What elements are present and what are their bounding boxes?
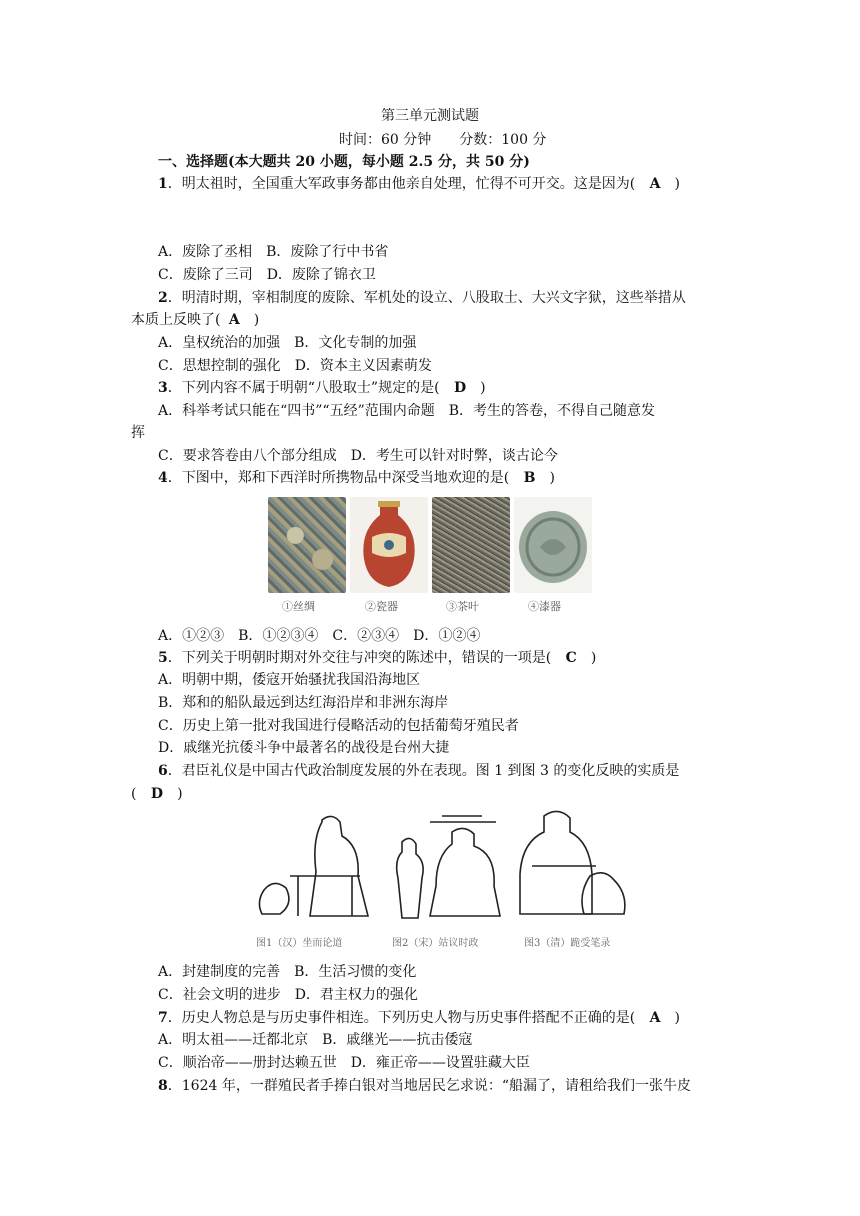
option-line: C．思想控制的强化 D．资本主义因素萌发 [158, 358, 432, 374]
option-line: C．废除了三司 D．废除了锦衣卫 [158, 267, 376, 283]
option-line: A．明太祖——迁都北京 B．戚继光——抗击倭寇 [158, 1032, 473, 1048]
question-5: 5．下列关于明朝时期对外交往与冲突的陈述中，错误的一项是( C ) [158, 650, 597, 666]
section-heading: 一、选择题(本大题共 20 小题，每小题 2.5 分，共 50 分) [158, 154, 530, 170]
answer-6: D [150, 786, 164, 802]
question-2-cont: 本质上反映了( A ) [131, 312, 260, 328]
caption-song: 图2（宋）站议时政 [392, 938, 479, 949]
caption-qing: 图3（清）跪受笔录 [524, 938, 611, 949]
page-title: 第三单元测试题 [381, 108, 479, 124]
lacquer-image [514, 497, 592, 593]
option-line: A．①②③ B．①②③④ C．②③④ D．①②④ [158, 628, 481, 644]
option-line: C．历史上第一批对我国进行侵略活动的包括葡萄牙殖民者 [158, 718, 519, 734]
option-line: C．要求答卷由八个部分组成 D．考生可以针对时弊，谈古论今 [158, 448, 558, 464]
tea-image [432, 497, 510, 593]
caption-silk: ①丝绸 [282, 600, 315, 613]
option-line: A．明朝中期，倭寇开始骚扰我国沿海地区 [158, 672, 421, 688]
question-7: 7．历史人物总是与历史事件相连。下列历史人物与历史事件搭配不正确的是( A ) [158, 1010, 681, 1026]
option-line: B．郑和的船队最远到达红海沿岸和非洲东海岸 [158, 695, 449, 711]
caption-tea: ③茶叶 [446, 600, 479, 613]
caption-han: 图1（汉）坐而论道 [256, 938, 343, 949]
answer-3: D [453, 380, 467, 396]
question-6-cont: ( D ) [131, 786, 183, 802]
etiquette-illustration [252, 806, 636, 930]
question-3: 3．下列内容不属于明朝“八股取士”规定的是( D ) [158, 380, 486, 396]
caption-porcelain: ②瓷器 [365, 600, 398, 613]
option-line: 挥 [131, 425, 145, 441]
question-6: 6．君臣礼仪是中国古代政治制度发展的外在表现。图 1 到图 3 的变化反映的实质是 [158, 763, 680, 779]
question-1: 1．明太祖时，全国重大军政事务都由他亲自处理，忙得不可开交。这是因为( A ) [158, 176, 681, 192]
exam-meta: 时间：60 分钟 分数：100 分 [339, 132, 547, 148]
caption-lacquer: ④漆器 [528, 600, 561, 613]
option-line: A．科举考试只能在“四书”“五经”范围内命题 B．考生的答卷，不得自己随意发 [158, 403, 656, 419]
question-8: 8．1624 年，一群殖民者手捧白银对当地居民乞求说：“船漏了，请租给我们一张牛皮 [158, 1078, 691, 1094]
silk-image [268, 497, 346, 593]
etiquette-figure [252, 806, 636, 950]
answer-1: A [649, 176, 661, 192]
trade-goods-figure [268, 497, 592, 617]
option-line: A．皇权统治的加强 B．文化专制的加强 [158, 335, 417, 351]
option-line: C．社会文明的进步 D．君主权力的强化 [158, 987, 418, 1003]
porcelain-image [350, 497, 428, 593]
option-line: C．顺治帝——册封达赖五世 D．雍正帝——设置驻藏大臣 [158, 1055, 530, 1071]
option-line: A．废除了丞相 B．废除了行中书省 [158, 244, 389, 260]
question-4: 4．下图中，郑和下西洋时所携物品中深受当地欢迎的是( B ) [158, 470, 555, 486]
option-line: A．封建制度的完善 B．生活习惯的变化 [158, 964, 417, 980]
option-line: D．戚继光抗倭斗争中最著名的战役是台州大捷 [158, 740, 450, 756]
answer-4: B [523, 470, 536, 486]
answer-5: C [565, 650, 577, 666]
answer-7: A [649, 1010, 661, 1026]
question-2: 2．明清时期，宰相制度的废除、军机处的设立、八股取士、大兴文字狱，这些举措从 [158, 290, 686, 306]
answer-2: A [228, 312, 240, 328]
